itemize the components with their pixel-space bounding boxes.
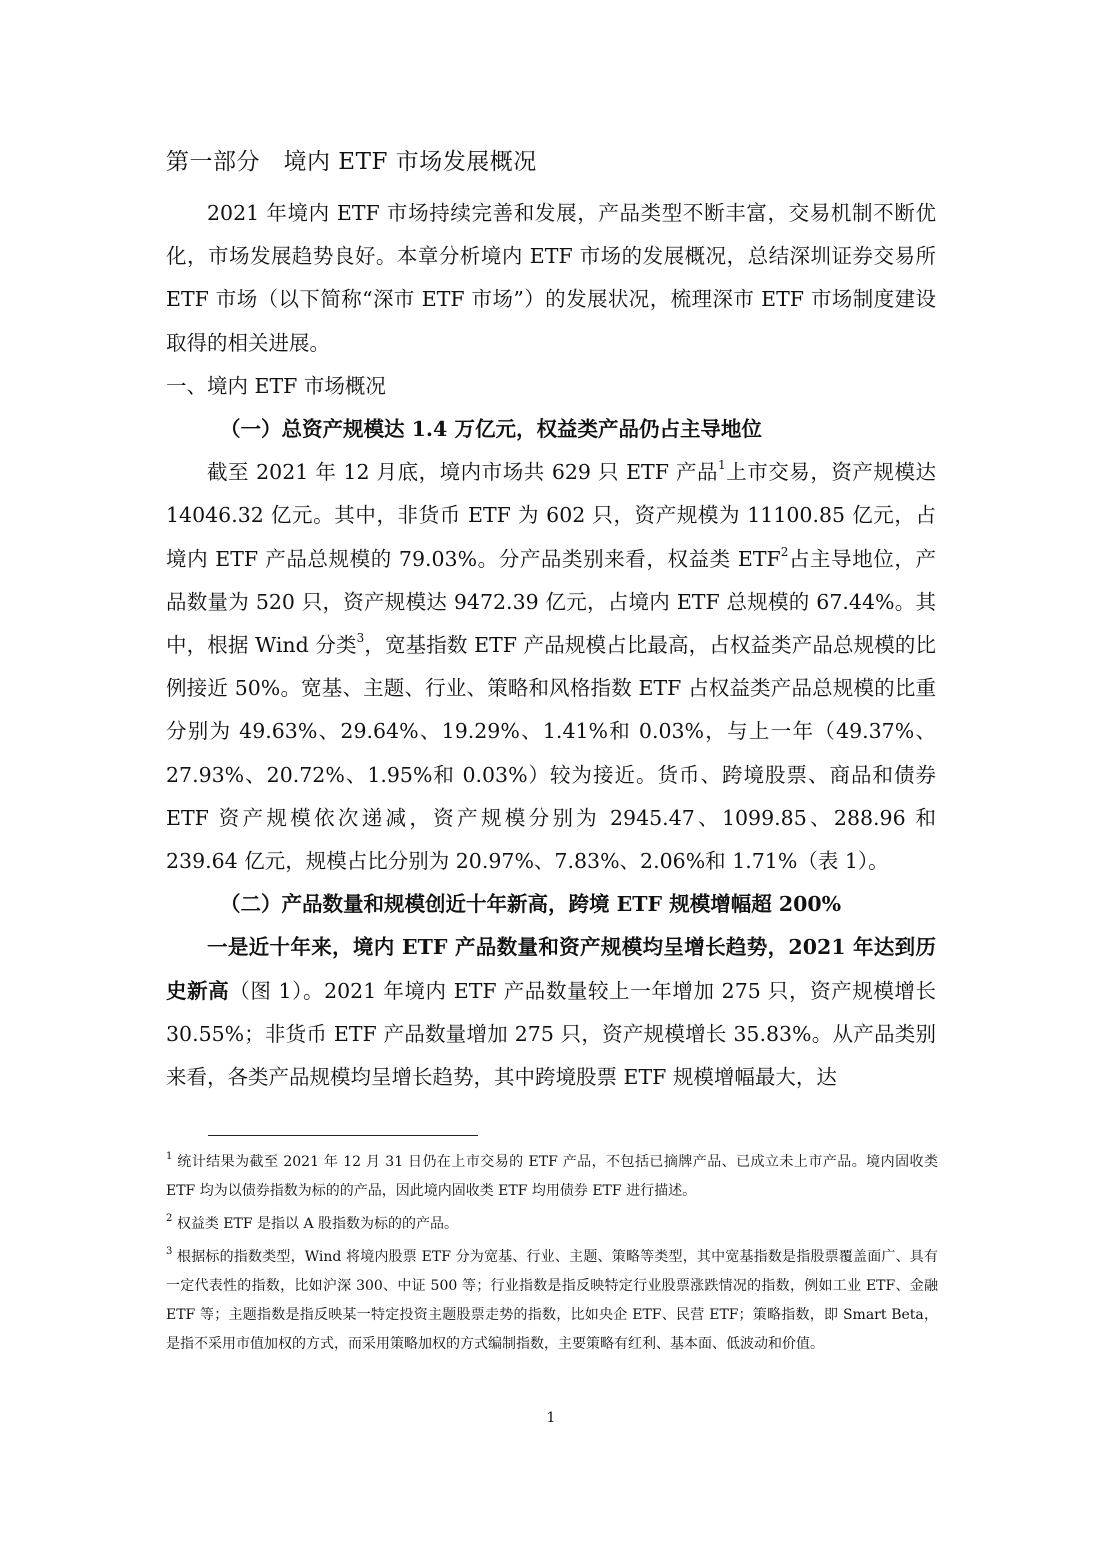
text-run: 占主导地位，产品数量为 520 只，资产规模达 9472.39 亿元，占境内 ETF 总规模的 67.44%。其中，根据 Wind 分类: [166, 546, 936, 658]
footnote-3: [166, 1243, 938, 1359]
paragraph-growth: [166, 926, 936, 1099]
footnotes: [166, 1148, 938, 1363]
footnote-mark: 3: [166, 1246, 173, 1258]
footnote-ref-1[interactable]: 1: [718, 458, 726, 473]
intro-paragraph: 2021 年境内 ETF 市场持续完善和发展，产品类型不断丰富，交易机制不断优化，市场发展趋势良好。本章分析境内 ETF 市场的发展概况，总结深圳证券交易所ETF 市场（以下简称“深市 ETF 市场”）的发展状况，梳理深市 ETF 市场制度建设取得的相关进展。: [166, 201, 936, 355]
bold-lead: 一是近十年来，境内 ETF 产品数量和资产规模均呈增长趋势，2021 年达到历史新高: [166, 935, 936, 1003]
footnote-text: 根据标的指数类型，Wind 将境内股票 ETF 分为宽基、行业、主题、策略等类型，其中宽基指数是指股票覆盖面广、具有一定代表性的指数，比如沪深 300、中证 500 等；行业指数是指反映特定行业股票涨跌情况的指数，例如工业 ETF、金融 ETF 等；主题指数是指反映某一特定投资主题股票走势的指数，比如央企 ETF、民营 ETF；策略指数，即 Smart Beta，是指不采用市值加权的方式，而采用策略加权的方式编制指数，主要策略有红利、基本面、低波动和价值。: [166, 1249, 939, 1352]
footnote-mark: 2: [166, 1213, 173, 1225]
footnote-1: [166, 1148, 938, 1206]
footnote-ref-2[interactable]: 2: [780, 544, 789, 559]
footnote-separator: [208, 1135, 478, 1136]
page-number: 1: [546, 1410, 556, 1426]
section-title: 一、境内 ETF 市场概况: [166, 373, 386, 398]
footnote-mark: 1: [166, 1151, 173, 1163]
text-run: （图 1）。2021 年境内 ETF 产品数量较上一年增加 275 只，资产规模增长 30.55%；非货币 ETF 产品数量增加 275 只，资产规模增长 35.83%。从产品类别来看，各类产品规模均呈增长趋势，其中跨境股票 ETF 规模增幅最大，达: [166, 978, 936, 1090]
footnote-ref-3[interactable]: 3: [356, 631, 365, 646]
footnote-2: [166, 1210, 938, 1239]
text-run: ，宽基指数 ETF 产品规模占比最高，占权益类产品总规模的比例接近 50%。宽基、主题、行业、策略和风格指数 ETF 占权益类产品总规模的比重分别为 49.63%、29.64%、19.29%、1.41%和 0.03%，与上一年（49.37%、27.93%、20.72%、1.95%和 0.03%）较为接近。货币、跨境股票、商品和债券 ETF 资产规模依次递减，资产规模分别为 2945.47、1099.85、288.96 和 239.64 亿元，规模占比分别为 20.97%、7.83%、2.06%和 1.71%（表 1）。: [166, 633, 936, 874]
chapter-heading: 第一部分 境内 ETF 市场发展概况: [166, 149, 537, 175]
footnote-text: 统计结果为截至 2021 年 12 月 31 日仍在上市交易的 ETF 产品，不包括已摘牌产品、已成立未上市产品。境内固收类 ETF 均为以债券指数为标的的产品，因此境内固收类 ETF 均用债券 ETF 进行描述。: [166, 1154, 938, 1199]
main-content: [166, 142, 936, 1099]
subsection-title-2: （二）产品数量和规模创近十年新高，跨境 ETF 规模增幅超 200%: [220, 892, 842, 917]
text-run: 截至 2021 年 12 月底，境内市场共 629 只 ETF 产品: [207, 460, 719, 485]
subsection-title-1: （一）总资产规模达 1.4 万亿元，权益类产品仍占主导地位: [220, 417, 762, 442]
text-run: 上市交易，资产规模达 14046.32 亿元。其中，非货币 ETF 为 602 只，资产规模为 11100.85 亿元，占境内 ETF 产品总规模的 79.03%。分产品类别来看，权益类 ETF: [166, 460, 936, 571]
footnote-text: 权益类 ETF 是指以 A 股指数为标的的产品。: [176, 1216, 459, 1232]
paragraph-asset-scale: [166, 451, 936, 883]
